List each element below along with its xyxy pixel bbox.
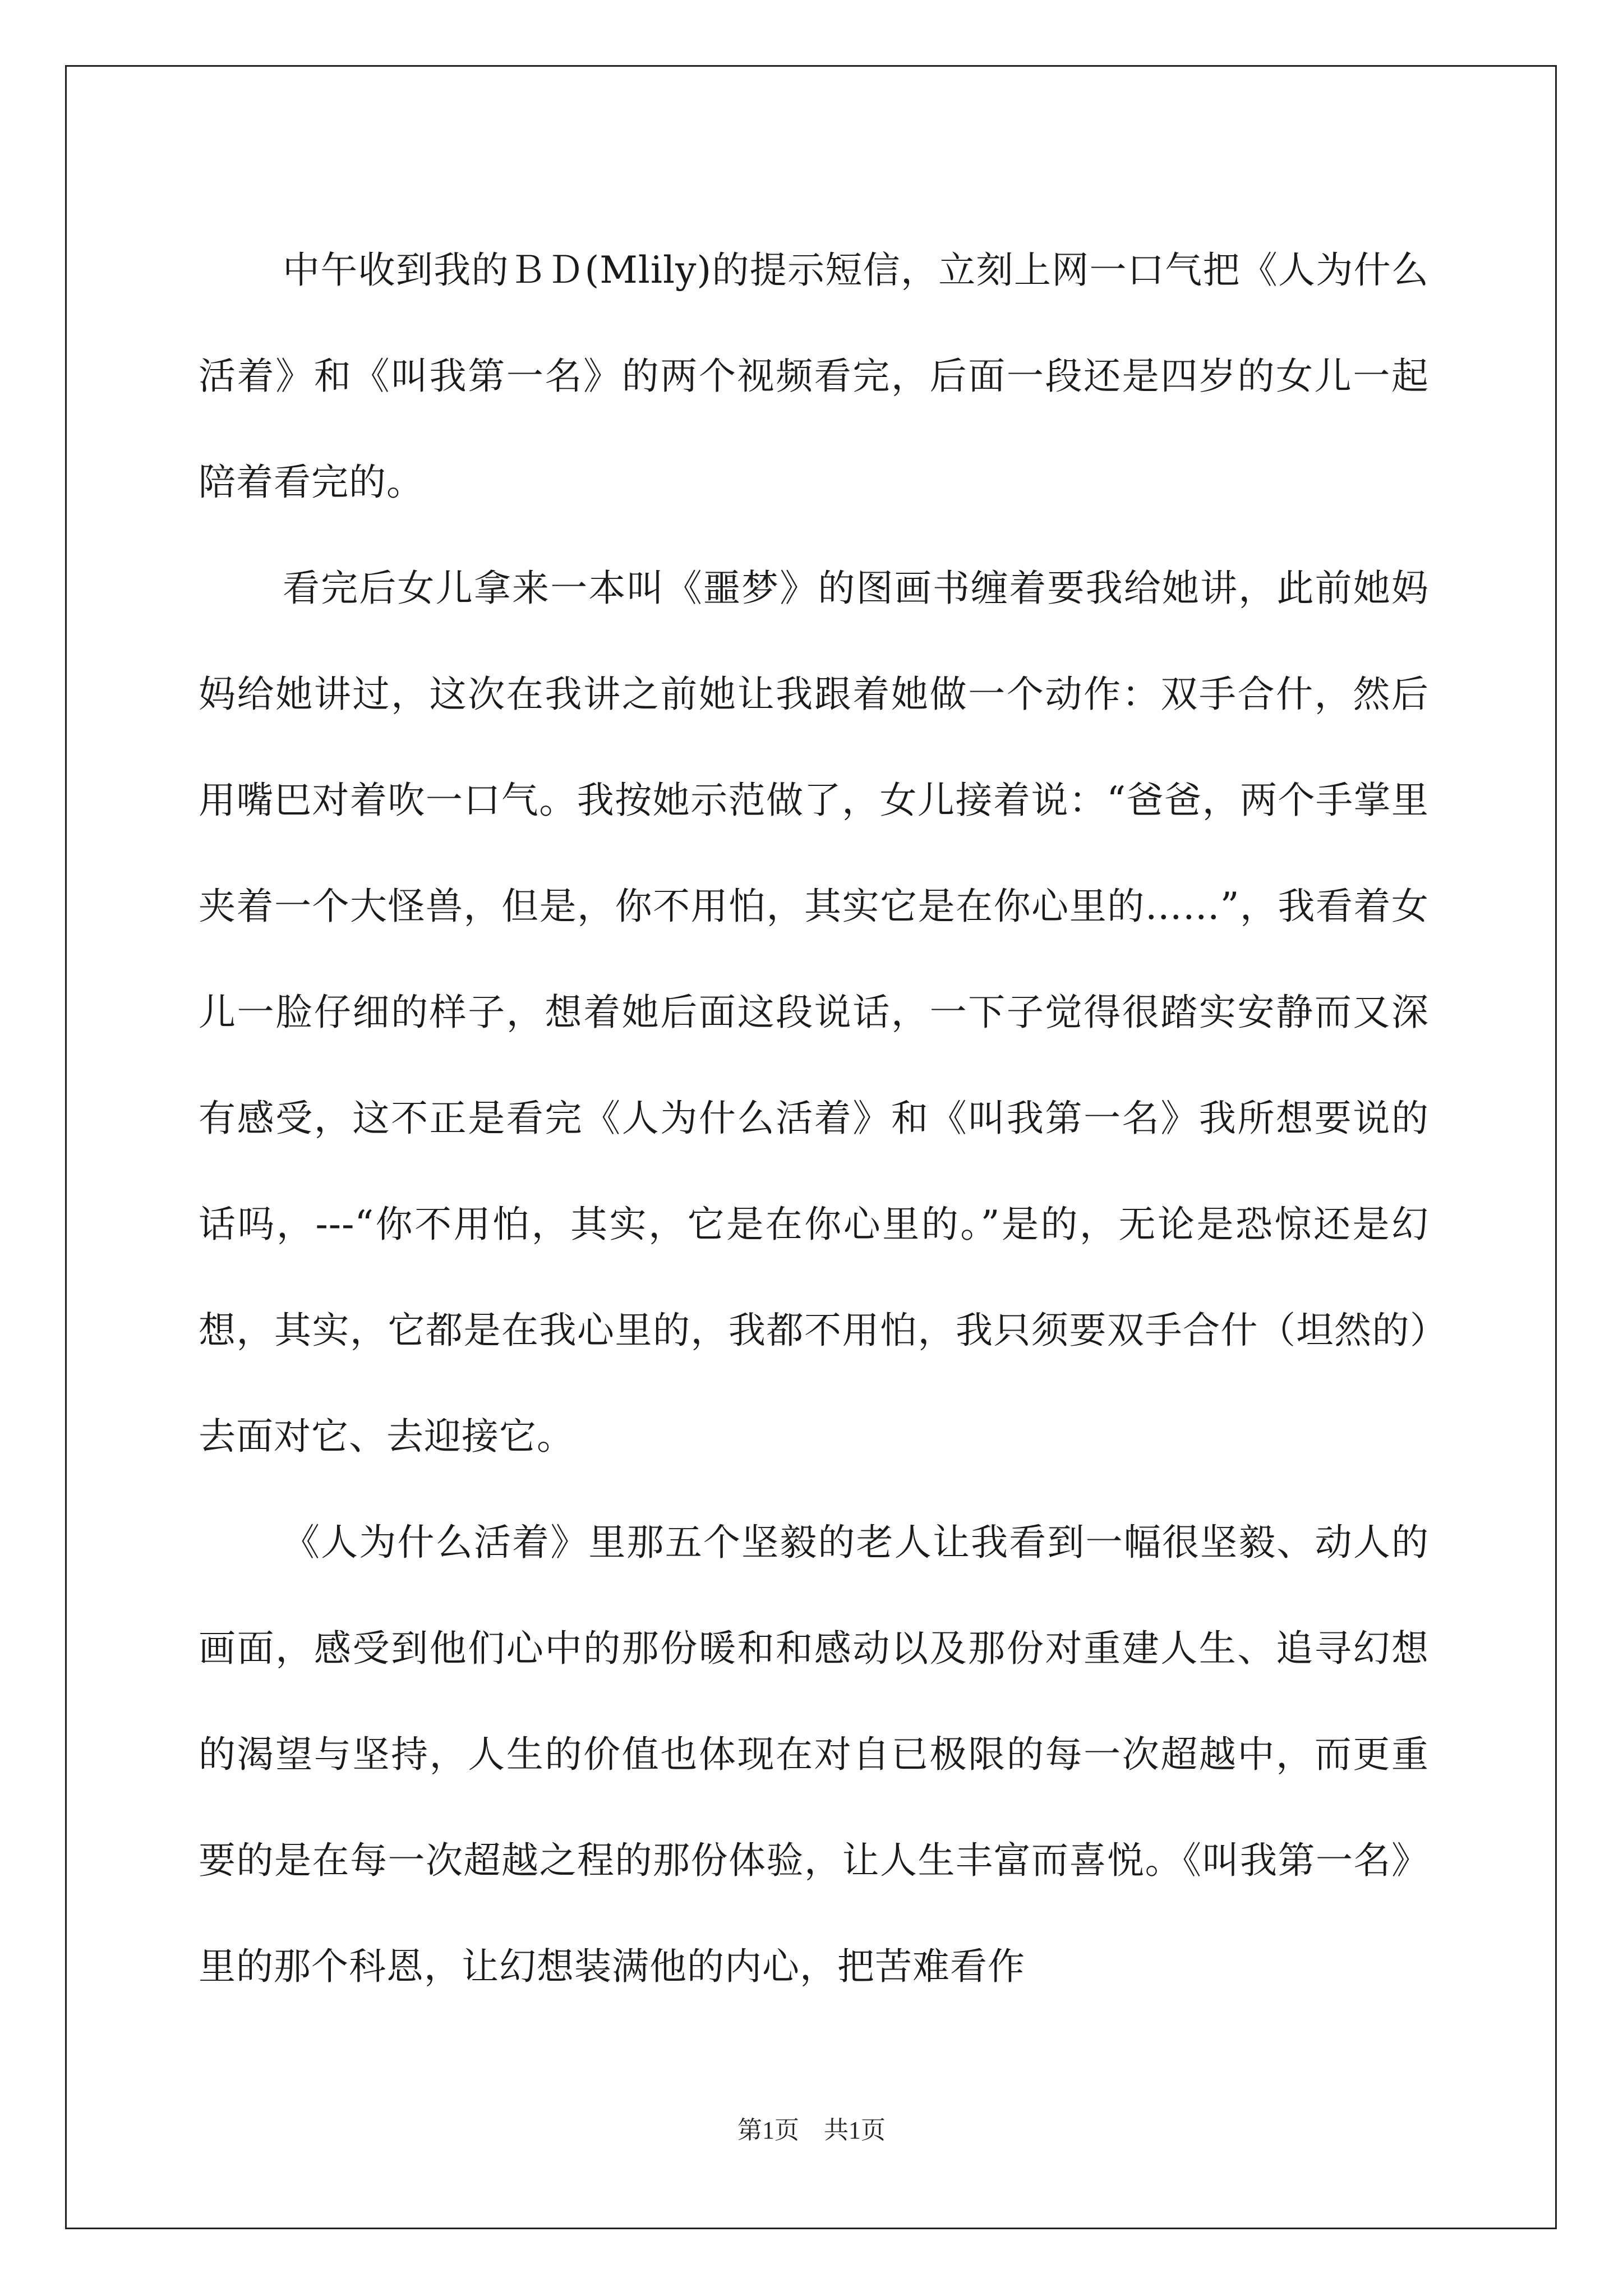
page-number-footer: 第1页 共1页 [737,2116,886,2144]
paragraph-1: 中午收到我的ＢＤ(Mlily)的提示短信，立刻上网一口气把《人为什么活着》和《叫我第一名》的两个视频看完，后面一段还是四岁的女儿一起陪着看完的。 [199,249,1429,504]
document-body [199,217,1429,2019]
paragraph-3: 《人为什么活着》里那五个坚毅的老人让我看到一幅很坚毅、动人的画面，感受到他们心中的那份暖和和感动以及那份对重建人生、追寻幻想的渴望与坚持，人生的价值也体现在对自已极限的每一次超越中，而更重要的是在每一次超越之程的那份体验，让人生丰富而喜悦。《叫我第一名》里的那个科恩，让幻想装满他的内心，把苦难看作 [199,1521,1429,1988]
paragraph-2: 看完后女儿拿来一本叫《噩梦》的图画书缠着要我给她讲，此前她妈妈给她讲过，这次在我讲之前她让我跟着她做一个动作：双手合什，然后用嘴巴对着吹一口气。我按她示范做了，女儿接着说：“爸爸，两个手掌里夹着一个大怪兽，但是，你不用怕，其实它是在你心里的……”，我看着女儿一脸仔细的样子，想着她后面这段说话，一下子觉得很踏实安静而又深有感受，这不正是看完《人为什么活着》和《叫我第一名》我所想要说的话吗，---“你不用怕，其实，它是在你心里的。”是的，无论是恐惊还是幻想，其实，它都是在我心里的，我都不用怕，我只须要双手合什（坦然的）去面对它、去迎接它。 [199,567,1429,1458]
